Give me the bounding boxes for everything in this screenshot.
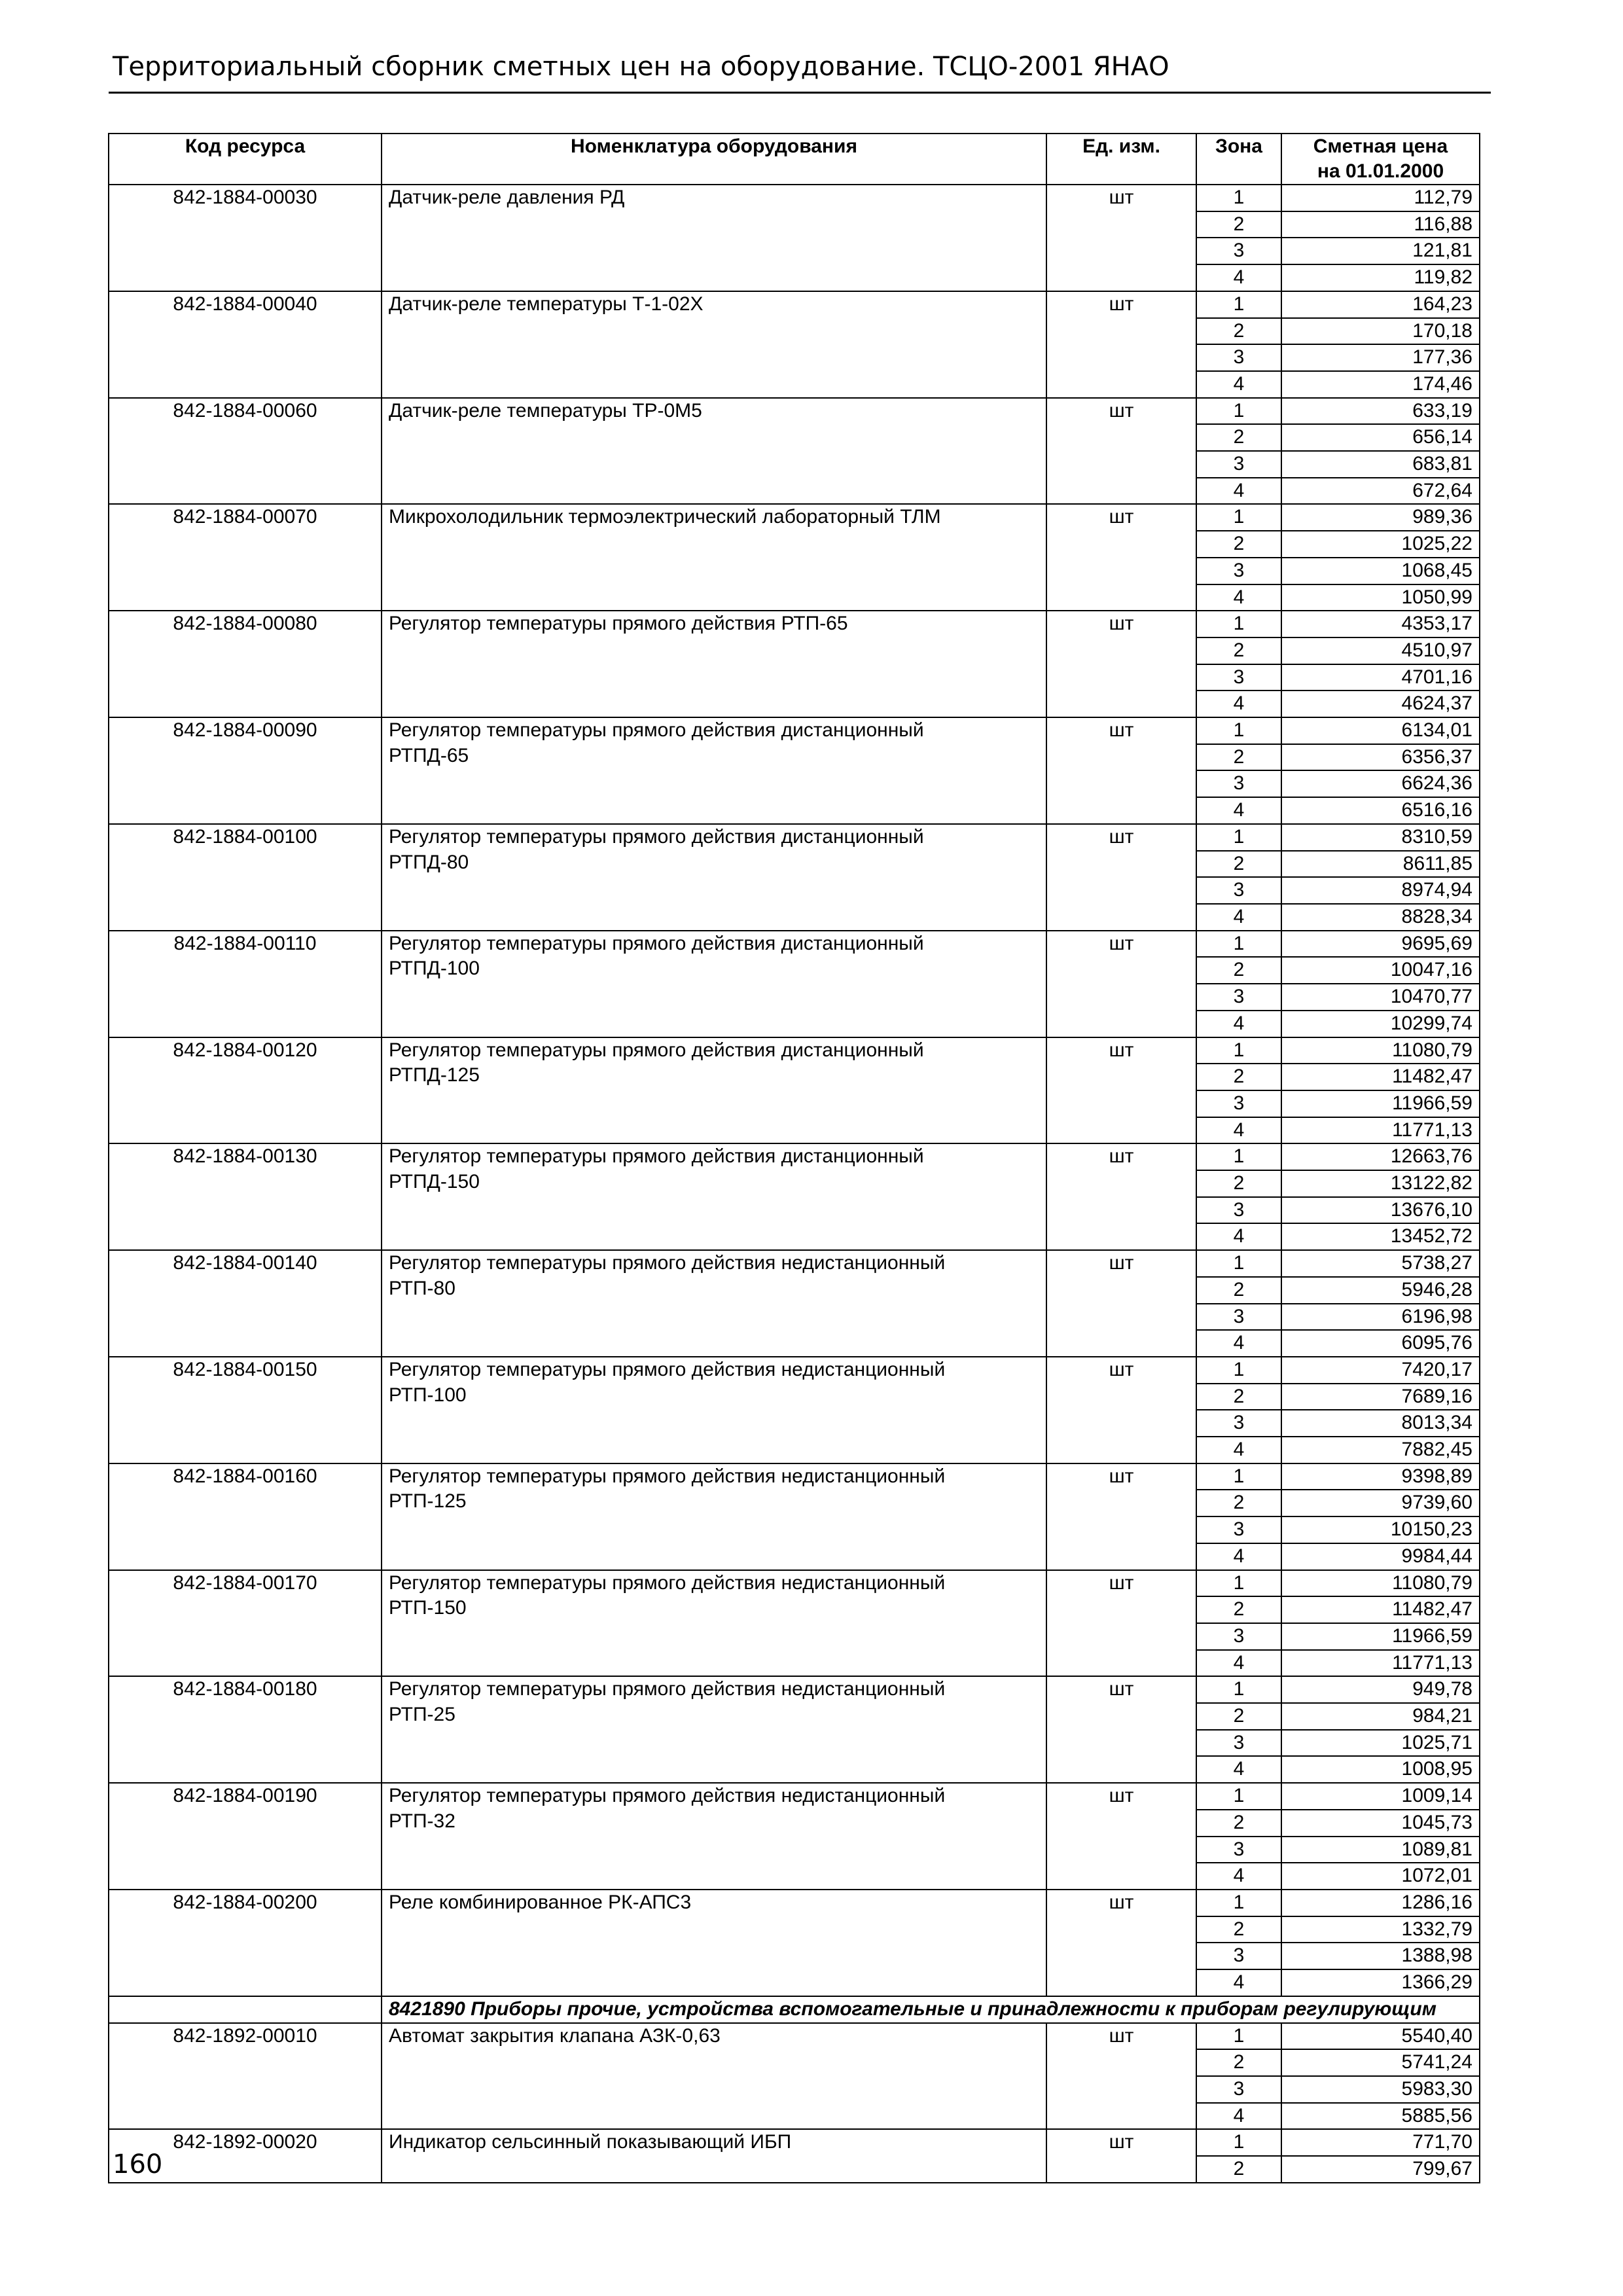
equipment-name-line1: Микрохолодильник термоэлектрический лабораторный ТЛМ bbox=[389, 506, 941, 528]
zone-number: 4 bbox=[1196, 797, 1281, 824]
estimated-price: 9984,44 bbox=[1281, 1543, 1480, 1570]
equipment-name bbox=[382, 1783, 1046, 1890]
unit-of-measure: шт bbox=[1046, 398, 1196, 505]
zone-number: 2 bbox=[1196, 1596, 1281, 1623]
zone-number: 2 bbox=[1196, 1277, 1281, 1304]
estimated-price: 7689,16 bbox=[1281, 1384, 1480, 1410]
equipment-name-line1: Регулятор температуры прямого действия недистанционный bbox=[389, 1465, 946, 1487]
equipment-name-line1: Реле комбинированное РК-АПС3 bbox=[389, 1892, 692, 1913]
estimated-price: 6516,16 bbox=[1281, 797, 1480, 824]
zone-number: 2 bbox=[1196, 637, 1281, 664]
col-header-code: Код ресурса bbox=[109, 134, 382, 185]
estimated-price: 7420,17 bbox=[1281, 1357, 1480, 1384]
resource-code: 842-1892-00010 bbox=[109, 2023, 382, 2130]
estimated-price: 1388,98 bbox=[1281, 1943, 1480, 1969]
resource-code: 842-1884-00030 bbox=[109, 185, 382, 291]
estimated-price: 1072,01 bbox=[1281, 1863, 1480, 1890]
resource-code: 842-1884-00130 bbox=[109, 1143, 382, 1250]
table-row bbox=[109, 717, 1480, 744]
estimated-price: 6356,37 bbox=[1281, 744, 1480, 771]
estimated-price: 8974,94 bbox=[1281, 877, 1480, 904]
zone-number: 1 bbox=[1196, 1570, 1281, 1597]
group-header-row bbox=[109, 1996, 1480, 2023]
equipment-name bbox=[382, 1037, 1046, 1144]
equipment-name-line1: Индикатор сельсинный показывающий ИБП bbox=[389, 2131, 792, 2153]
zone-number: 1 bbox=[1196, 1143, 1281, 1170]
resource-code: 842-1884-00080 bbox=[109, 611, 382, 717]
estimated-price: 4353,17 bbox=[1281, 611, 1480, 637]
equipment-name-line2: РТП-125 bbox=[389, 1490, 467, 1513]
estimated-price: 10470,77 bbox=[1281, 984, 1480, 1011]
estimated-price: 112,79 bbox=[1281, 185, 1480, 211]
estimated-price: 11080,79 bbox=[1281, 1570, 1480, 1597]
equipment-name-line2: РТП-25 bbox=[389, 1704, 455, 1726]
zone-number: 3 bbox=[1196, 1410, 1281, 1437]
equipment-name bbox=[382, 1143, 1046, 1250]
equipment-name-line1: Датчик-реле давления РД bbox=[389, 187, 625, 208]
table-row bbox=[109, 1037, 1480, 1064]
estimated-price: 11482,47 bbox=[1281, 1064, 1480, 1090]
resource-code: 842-1884-00060 bbox=[109, 398, 382, 505]
equipment-name-line2: РТПД-100 bbox=[389, 958, 480, 980]
zone-number: 4 bbox=[1196, 1969, 1281, 1996]
zone-number: 3 bbox=[1196, 1090, 1281, 1117]
page-header-title: Территориальный сборник сметных цен на оборудование. ТСЦО-2001 ЯНАО bbox=[113, 52, 1169, 82]
zone-number: 4 bbox=[1196, 1011, 1281, 1037]
unit-of-measure: шт bbox=[1046, 931, 1196, 1037]
unit-of-measure: шт bbox=[1046, 824, 1196, 931]
estimated-price: 7882,45 bbox=[1281, 1437, 1480, 1463]
zone-number: 2 bbox=[1196, 957, 1281, 984]
equipment-name-line1: Датчик-реле температуры ТР-0М5 bbox=[389, 399, 702, 422]
zone-number: 2 bbox=[1196, 318, 1281, 345]
resource-code: 842-1884-00180 bbox=[109, 1676, 382, 1783]
zone-number: 3 bbox=[1196, 664, 1281, 691]
resource-code: 842-1892-00020 bbox=[109, 2129, 382, 2182]
table-row bbox=[109, 291, 1480, 318]
estimated-price: 989,36 bbox=[1281, 504, 1480, 531]
equipment-name bbox=[382, 1250, 1046, 1357]
estimated-price: 10150,23 bbox=[1281, 1516, 1480, 1543]
zone-number: 1 bbox=[1196, 291, 1281, 318]
group-code-cell bbox=[109, 1996, 382, 2023]
page-number: 160 bbox=[113, 2149, 163, 2179]
zone-number: 1 bbox=[1196, 398, 1281, 425]
zone-number: 2 bbox=[1196, 2156, 1281, 2183]
zone-number: 2 bbox=[1196, 744, 1281, 771]
col-header-name: Номенклатура оборудования bbox=[382, 134, 1046, 185]
estimated-price: 121,81 bbox=[1281, 238, 1480, 264]
zone-number: 2 bbox=[1196, 1916, 1281, 1943]
estimated-price: 5946,28 bbox=[1281, 1277, 1480, 1304]
equipment-name bbox=[382, 717, 1046, 824]
estimated-price: 10047,16 bbox=[1281, 957, 1480, 984]
zone-number: 2 bbox=[1196, 531, 1281, 558]
estimated-price: 13122,82 bbox=[1281, 1170, 1480, 1197]
estimated-price: 164,23 bbox=[1281, 291, 1480, 318]
resource-code: 842-1884-00110 bbox=[109, 931, 382, 1037]
estimated-price: 8013,34 bbox=[1281, 1410, 1480, 1437]
equipment-name bbox=[382, 931, 1046, 1037]
equipment-name bbox=[382, 1570, 1046, 1677]
equipment-name-line1: Регулятор температуры прямого действия недистанционный bbox=[389, 1252, 946, 1274]
equipment-name-line2: РТП-80 bbox=[389, 1277, 455, 1299]
table-row bbox=[109, 1250, 1480, 1277]
zone-number: 4 bbox=[1196, 904, 1281, 931]
zone-number: 4 bbox=[1196, 1650, 1281, 1677]
unit-of-measure: шт bbox=[1046, 1143, 1196, 1250]
estimated-price: 799,67 bbox=[1281, 2156, 1480, 2183]
table-row bbox=[109, 1676, 1480, 1703]
zone-number: 4 bbox=[1196, 691, 1281, 717]
estimated-price: 6196,98 bbox=[1281, 1304, 1480, 1331]
unit-of-measure: шт bbox=[1046, 1783, 1196, 1890]
estimated-price: 5885,56 bbox=[1281, 2103, 1480, 2130]
zone-number: 1 bbox=[1196, 1037, 1281, 1064]
zone-number: 2 bbox=[1196, 2049, 1281, 2076]
zone-number: 3 bbox=[1196, 1197, 1281, 1224]
equipment-name bbox=[382, 1357, 1046, 1463]
estimated-price: 771,70 bbox=[1281, 2129, 1480, 2156]
zone-number: 1 bbox=[1196, 717, 1281, 744]
zone-number: 1 bbox=[1196, 504, 1281, 531]
estimated-price: 4510,97 bbox=[1281, 637, 1480, 664]
zone-number: 4 bbox=[1196, 1117, 1281, 1144]
zone-number: 4 bbox=[1196, 264, 1281, 291]
group-title: 8421890 Приборы прочие, устройства вспомогательные и принадлежности к приборам регулирующим bbox=[382, 1996, 1480, 2023]
equipment-name-line1: Автомат закрытия клапана АЗК-0,63 bbox=[389, 2024, 721, 2047]
zone-number: 2 bbox=[1196, 1703, 1281, 1730]
zone-number: 1 bbox=[1196, 1890, 1281, 1916]
equipment-name-line1: Регулятор температуры прямого действия дистанционный bbox=[389, 825, 924, 848]
unit-of-measure: шт bbox=[1046, 1676, 1196, 1783]
table-row bbox=[109, 1463, 1480, 1490]
estimated-price: 5738,27 bbox=[1281, 1250, 1480, 1277]
resource-code: 842-1884-00100 bbox=[109, 824, 382, 931]
estimated-price: 1286,16 bbox=[1281, 1890, 1480, 1916]
resource-code: 842-1884-00150 bbox=[109, 1357, 382, 1463]
equipment-name bbox=[382, 1890, 1046, 1996]
estimated-price: 4624,37 bbox=[1281, 691, 1480, 717]
estimated-price: 4701,16 bbox=[1281, 664, 1480, 691]
header-rule bbox=[109, 92, 1491, 94]
zone-number: 3 bbox=[1196, 1623, 1281, 1650]
unit-of-measure: шт bbox=[1046, 717, 1196, 824]
estimated-price: 8611,85 bbox=[1281, 851, 1480, 878]
zone-number: 3 bbox=[1196, 1304, 1281, 1331]
zone-number: 4 bbox=[1196, 1863, 1281, 1890]
unit-of-measure: шт bbox=[1046, 1570, 1196, 1677]
zone-number: 2 bbox=[1196, 1490, 1281, 1516]
estimated-price: 5741,24 bbox=[1281, 2049, 1480, 2076]
equipment-name-line2: РТП-100 bbox=[389, 1384, 467, 1406]
zone-number: 3 bbox=[1196, 2076, 1281, 2103]
table-row bbox=[109, 2129, 1480, 2156]
estimated-price: 116,88 bbox=[1281, 211, 1480, 238]
zone-number: 4 bbox=[1196, 1223, 1281, 1250]
equipment-name-line1: Датчик-реле температуры Т-1-02Х bbox=[389, 293, 704, 315]
zone-number: 3 bbox=[1196, 770, 1281, 797]
estimated-price: 11080,79 bbox=[1281, 1037, 1480, 1064]
estimated-price: 12663,76 bbox=[1281, 1143, 1480, 1170]
estimated-price: 8310,59 bbox=[1281, 824, 1480, 851]
estimated-price: 170,18 bbox=[1281, 318, 1480, 345]
col-header-price bbox=[1281, 134, 1480, 185]
zone-number: 1 bbox=[1196, 1250, 1281, 1277]
unit-of-measure: шт bbox=[1046, 1250, 1196, 1357]
zone-number: 1 bbox=[1196, 1463, 1281, 1490]
zone-number: 3 bbox=[1196, 984, 1281, 1011]
equipment-name-line1: Регулятор температуры прямого действия дистанционный bbox=[389, 719, 924, 742]
estimated-price: 13452,72 bbox=[1281, 1223, 1480, 1250]
estimated-price: 11482,47 bbox=[1281, 1596, 1480, 1623]
equipment-name-line2: РТП-150 bbox=[389, 1597, 467, 1619]
estimated-price: 9398,89 bbox=[1281, 1463, 1480, 1490]
table-row bbox=[109, 1357, 1480, 1384]
estimated-price: 11966,59 bbox=[1281, 1090, 1480, 1117]
unit-of-measure: шт bbox=[1046, 185, 1196, 291]
resource-code: 842-1884-00070 bbox=[109, 504, 382, 611]
estimated-price: 9695,69 bbox=[1281, 931, 1480, 958]
equipment-name-line1: Регулятор температуры прямого действия недистанционный bbox=[389, 1358, 946, 1380]
col-header-unit: Ед. изм. bbox=[1046, 134, 1196, 185]
unit-of-measure: шт bbox=[1046, 2023, 1196, 2130]
estimated-price: 683,81 bbox=[1281, 451, 1480, 478]
unit-of-measure: шт bbox=[1046, 504, 1196, 611]
estimated-price: 1332,79 bbox=[1281, 1916, 1480, 1943]
estimated-price: 6095,76 bbox=[1281, 1330, 1480, 1357]
equipment-name-line1: Регулятор температуры прямого действия дистанционный bbox=[389, 1145, 924, 1168]
zone-number: 1 bbox=[1196, 931, 1281, 958]
estimated-price: 656,14 bbox=[1281, 424, 1480, 451]
table-row bbox=[109, 1143, 1480, 1170]
zone-number: 4 bbox=[1196, 1437, 1281, 1463]
equipment-name-line1: Регулятор температуры прямого действия недистанционный bbox=[389, 1785, 946, 1807]
estimated-price: 949,78 bbox=[1281, 1676, 1480, 1703]
zone-number: 2 bbox=[1196, 851, 1281, 878]
zone-number: 4 bbox=[1196, 478, 1281, 505]
table-header-row bbox=[109, 134, 1480, 185]
estimated-price: 5540,40 bbox=[1281, 2023, 1480, 2050]
estimated-price: 10299,74 bbox=[1281, 1011, 1480, 1037]
table-row bbox=[109, 1570, 1480, 1597]
equipment-name-line1: Регулятор температуры прямого действия дистанционный bbox=[389, 1039, 924, 1061]
equipment-name-line2: РТПД-80 bbox=[389, 851, 469, 873]
equipment-name bbox=[382, 2023, 1046, 2130]
equipment-name bbox=[382, 824, 1046, 931]
zone-number: 2 bbox=[1196, 1810, 1281, 1837]
zone-number: 4 bbox=[1196, 584, 1281, 611]
price-table bbox=[108, 133, 1480, 2183]
zone-number: 2 bbox=[1196, 211, 1281, 238]
zone-number: 4 bbox=[1196, 1330, 1281, 1357]
zone-number: 3 bbox=[1196, 344, 1281, 371]
estimated-price: 11771,13 bbox=[1281, 1650, 1480, 1677]
equipment-name-line1: Регулятор температуры прямого действия недистанционный bbox=[389, 1571, 946, 1594]
resource-code: 842-1884-00170 bbox=[109, 1570, 382, 1677]
estimated-price: 6624,36 bbox=[1281, 770, 1480, 797]
zone-number: 3 bbox=[1196, 1837, 1281, 1863]
resource-code: 842-1884-00120 bbox=[109, 1037, 382, 1144]
zone-number: 3 bbox=[1196, 1730, 1281, 1757]
resource-code: 842-1884-00140 bbox=[109, 1250, 382, 1357]
estimated-price: 1008,95 bbox=[1281, 1756, 1480, 1783]
zone-number: 4 bbox=[1196, 1756, 1281, 1783]
resource-code: 842-1884-00040 bbox=[109, 291, 382, 398]
zone-number: 2 bbox=[1196, 1384, 1281, 1410]
zone-number: 1 bbox=[1196, 2023, 1281, 2050]
estimated-price: 1089,81 bbox=[1281, 1837, 1480, 1863]
estimated-price: 1009,14 bbox=[1281, 1783, 1480, 1810]
estimated-price: 174,46 bbox=[1281, 371, 1480, 398]
zone-number: 1 bbox=[1196, 185, 1281, 211]
estimated-price: 672,64 bbox=[1281, 478, 1480, 505]
table-row bbox=[109, 824, 1480, 851]
unit-of-measure: шт bbox=[1046, 1357, 1196, 1463]
col-header-price-line1: Сметная цена bbox=[1313, 135, 1448, 157]
equipment-name-line1: Регулятор температуры прямого действия РТП-65 bbox=[389, 613, 848, 635]
equipment-name-line2: РТПД-65 bbox=[389, 744, 469, 766]
zone-number: 1 bbox=[1196, 824, 1281, 851]
zone-number: 1 bbox=[1196, 2129, 1281, 2156]
resource-code: 842-1884-00190 bbox=[109, 1783, 382, 1890]
estimated-price: 1025,22 bbox=[1281, 531, 1480, 558]
estimated-price: 984,21 bbox=[1281, 1703, 1480, 1730]
equipment-name-line2: РТПД-125 bbox=[389, 1064, 480, 1086]
equipment-name-line1: Регулятор температуры прямого действия дистанционный bbox=[389, 932, 924, 954]
price-table-body bbox=[109, 185, 1480, 2183]
estimated-price: 6134,01 bbox=[1281, 717, 1480, 744]
estimated-price: 11966,59 bbox=[1281, 1623, 1480, 1650]
zone-number: 3 bbox=[1196, 877, 1281, 904]
equipment-name-line2: РТП-32 bbox=[389, 1810, 455, 1832]
resource-code: 842-1884-00200 bbox=[109, 1890, 382, 1996]
table-row bbox=[109, 398, 1480, 425]
zone-number: 3 bbox=[1196, 1516, 1281, 1543]
estimated-price: 13676,10 bbox=[1281, 1197, 1480, 1224]
equipment-name bbox=[382, 398, 1046, 505]
zone-number: 3 bbox=[1196, 1943, 1281, 1969]
table-row bbox=[109, 611, 1480, 637]
table-row bbox=[109, 1890, 1480, 1916]
table-row bbox=[109, 504, 1480, 531]
table-row bbox=[109, 1783, 1480, 1810]
equipment-name bbox=[382, 1463, 1046, 1570]
zone-number: 1 bbox=[1196, 1676, 1281, 1703]
estimated-price: 8828,34 bbox=[1281, 904, 1480, 931]
estimated-price: 5983,30 bbox=[1281, 2076, 1480, 2103]
col-header-price-line2: на 01.01.2000 bbox=[1317, 160, 1444, 182]
table-row bbox=[109, 2023, 1480, 2050]
zone-number: 3 bbox=[1196, 238, 1281, 264]
unit-of-measure: шт bbox=[1046, 611, 1196, 717]
estimated-price: 1068,45 bbox=[1281, 558, 1480, 584]
estimated-price: 177,36 bbox=[1281, 344, 1480, 371]
estimated-price: 1050,99 bbox=[1281, 584, 1480, 611]
equipment-name-line2: РТПД-150 bbox=[389, 1171, 480, 1193]
equipment-name bbox=[382, 185, 1046, 291]
estimated-price: 1045,73 bbox=[1281, 1810, 1480, 1837]
estimated-price: 633,19 bbox=[1281, 398, 1480, 425]
table-row bbox=[109, 185, 1480, 211]
equipment-name bbox=[382, 504, 1046, 611]
col-header-zone: Зона bbox=[1196, 134, 1281, 185]
zone-number: 4 bbox=[1196, 1543, 1281, 1570]
zone-number: 2 bbox=[1196, 424, 1281, 451]
estimated-price: 9739,60 bbox=[1281, 1490, 1480, 1516]
unit-of-measure: шт bbox=[1046, 291, 1196, 398]
zone-number: 4 bbox=[1196, 2103, 1281, 2130]
zone-number: 3 bbox=[1196, 451, 1281, 478]
unit-of-measure: шт bbox=[1046, 2129, 1196, 2182]
estimated-price: 1366,29 bbox=[1281, 1969, 1480, 1996]
equipment-name bbox=[382, 1676, 1046, 1783]
estimated-price: 1025,71 bbox=[1281, 1730, 1480, 1757]
zone-number: 2 bbox=[1196, 1064, 1281, 1090]
equipment-name bbox=[382, 611, 1046, 717]
zone-number: 3 bbox=[1196, 558, 1281, 584]
unit-of-measure: шт bbox=[1046, 1037, 1196, 1144]
zone-number: 1 bbox=[1196, 1357, 1281, 1384]
zone-number: 1 bbox=[1196, 611, 1281, 637]
resource-code: 842-1884-00090 bbox=[109, 717, 382, 824]
estimated-price: 119,82 bbox=[1281, 264, 1480, 291]
unit-of-measure: шт bbox=[1046, 1890, 1196, 1996]
zone-number: 4 bbox=[1196, 371, 1281, 398]
table-row bbox=[109, 931, 1480, 958]
zone-number: 1 bbox=[1196, 1783, 1281, 1810]
equipment-name bbox=[382, 2129, 1046, 2182]
zone-number: 2 bbox=[1196, 1170, 1281, 1197]
estimated-price: 11771,13 bbox=[1281, 1117, 1480, 1144]
resource-code: 842-1884-00160 bbox=[109, 1463, 382, 1570]
equipment-name bbox=[382, 291, 1046, 398]
equipment-name-line1: Регулятор температуры прямого действия недистанционный bbox=[389, 1678, 946, 1700]
unit-of-measure: шт bbox=[1046, 1463, 1196, 1570]
